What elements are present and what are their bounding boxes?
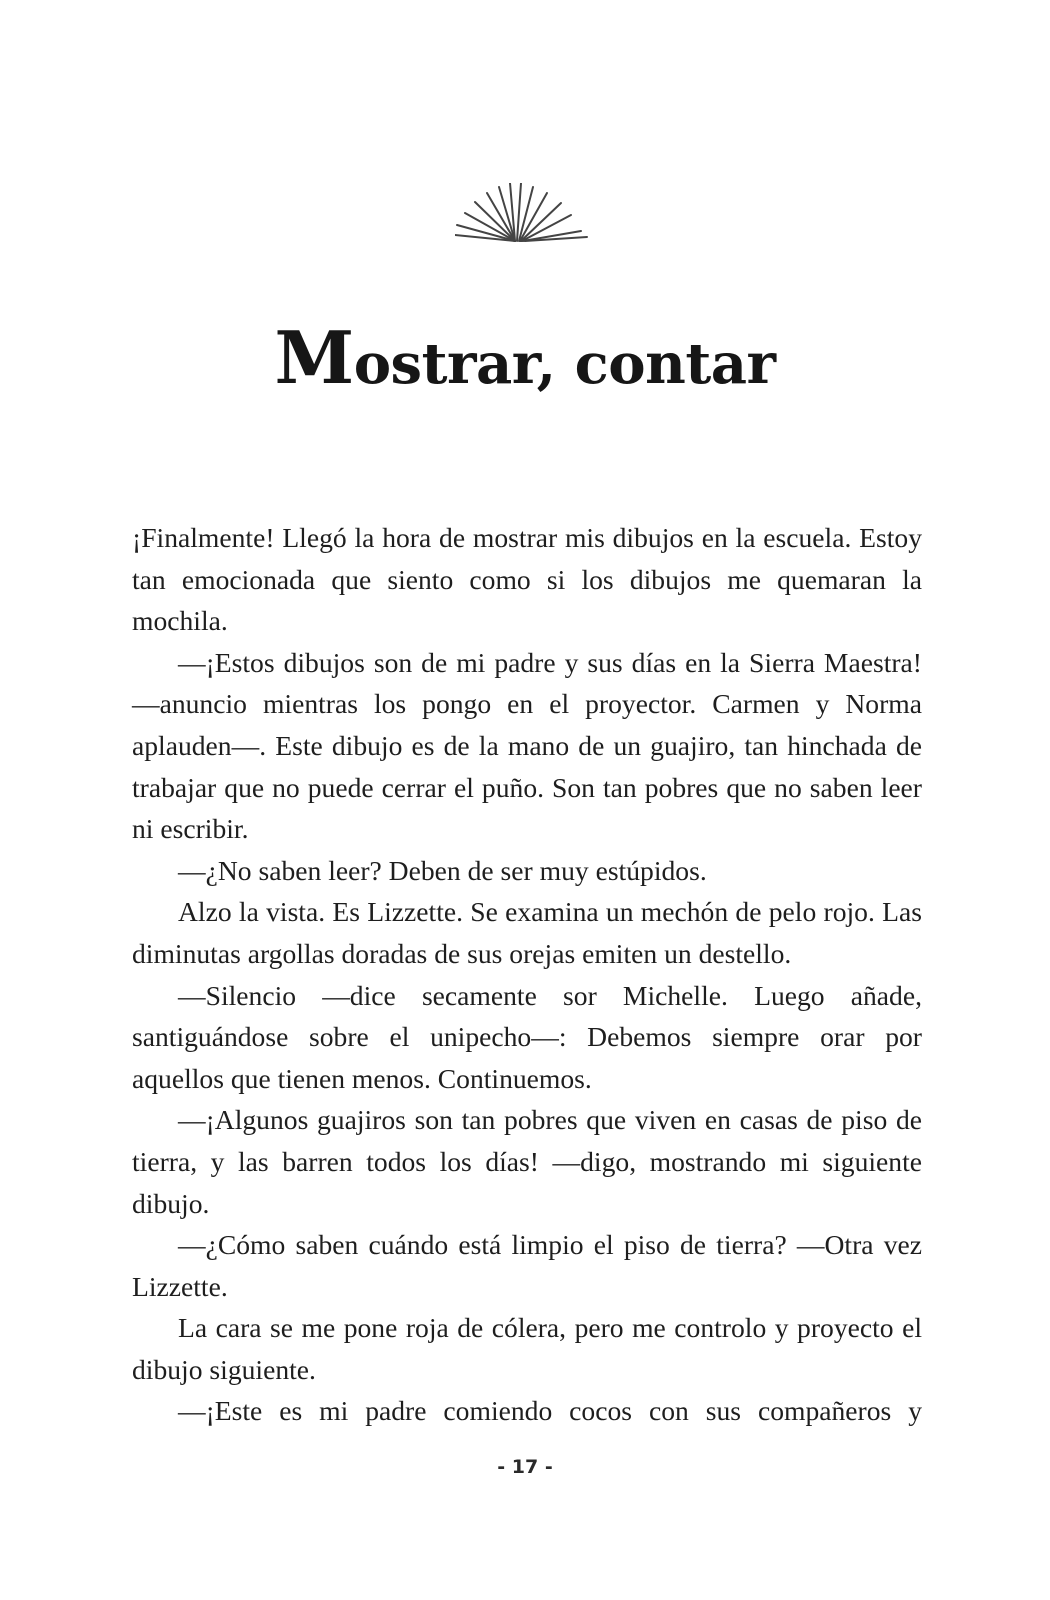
chapter-body bbox=[132, 517, 922, 1432]
paragraph: —¡Este es mi padre comiendo cocos con sus compañeros y bbox=[178, 1395, 922, 1427]
paragraph: ¡Finalmente! Llegó la hora de mostrar mis dibujos en la escuela. Estoy tan emocionada que siento como si los dibujos me quemaran la mochila. bbox=[132, 522, 922, 637]
page-number: - 17 - bbox=[497, 1456, 553, 1478]
paragraph: La cara se me pone roja de cólera, pero me controlo y proyecto el dibujo siguiente. bbox=[132, 1312, 922, 1385]
paragraph: —¡Algunos guajiros son tan pobres que viven en casas de piso de tierra, y las barren todos los días! —digo, mostrando mi siguiente dibujo. bbox=[132, 1104, 922, 1219]
chapter-title-initial: M bbox=[274, 315, 354, 400]
chapter-title bbox=[0, 315, 1050, 404]
paragraph: Alzo la vista. Es Lizzette. Se examina un mechón de pelo rojo. Las diminutas argollas doradas de sus orejas emiten un destello. bbox=[132, 896, 922, 969]
sunburst-icon bbox=[455, 183, 595, 253]
chapter-title-rest: ostrar, contar bbox=[353, 331, 776, 397]
paragraph: —¡Estos dibujos son de mi padre y sus días en la Sierra Maestra! —anuncio mientras los pongo en el proyector. Carmen y Norma aplauden—. Este dibujo es de la mano de un guajiro, tan hinchada de trabajar que no puede cerrar el puño. Son tan pobres que no saben leer ni escribir. bbox=[132, 646, 922, 845]
paragraph: —¿Cómo saben cuándo está limpio el piso de tierra? —Otra vez Lizzette. bbox=[132, 1229, 922, 1302]
paragraph: —Silencio —dice secamente sor Michelle. Luego añade, santiguándose sobre el unipecho—: Debemos siempre orar por aquellos que tienen menos. Continuemos. bbox=[132, 979, 922, 1094]
paragraph: —¿No saben leer? Deben de ser muy estúpidos. bbox=[178, 854, 707, 886]
